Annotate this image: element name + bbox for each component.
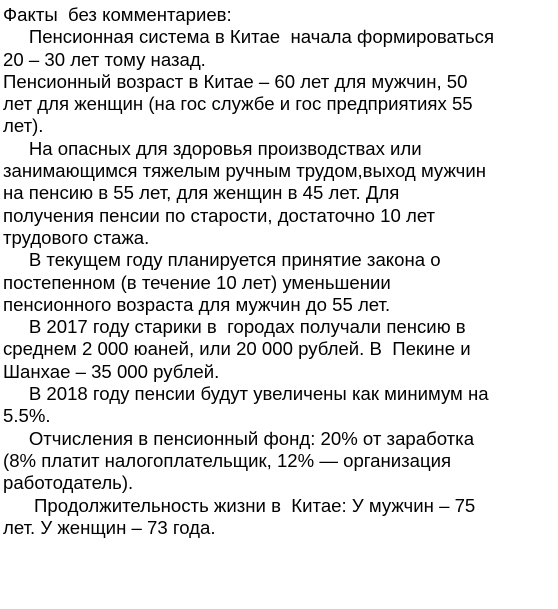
document-text: [3, 4, 555, 539]
text-line: Шанхае – 35 000 рублей.: [3, 360, 220, 382]
text-line: получения пенсии по старости, достаточно 10 лет: [3, 204, 436, 226]
text-line: Продолжительность жизни в Китае: У мужчин – 75: [3, 494, 476, 516]
text-line: постепенном (в течение 10 лет) уменьшении: [3, 271, 391, 293]
text-line: На опасных для здоровья производствах или: [3, 137, 422, 159]
text-line: В 2018 году пенсии будут увеличены как минимум на: [3, 383, 489, 405]
text-line: (8% платит налогоплательщик, 12% — организация: [3, 449, 452, 471]
text-line: В 2017 году старики в городах получали пенсию в: [3, 316, 466, 338]
text-line: работодатель).: [3, 472, 134, 494]
text-line: занимающимся тяжелым ручным трудом,выход мужчин: [3, 160, 487, 182]
text-line: 5.5%.: [3, 405, 51, 427]
text-line: В текущем году планируется принятие закона о: [3, 249, 441, 271]
heading-line: Факты без комментариев:: [3, 4, 232, 25]
text-line: 20 – 30 лет тому назад.: [3, 48, 206, 70]
text-line: Пенсионная система в Китае начала формироваться: [3, 26, 495, 48]
text-line: Пенсионный возраст в Китае – 60 лет для мужчин, 50: [3, 70, 468, 92]
text-line: пенсионного возраста для мужчин до 55 лет.: [3, 293, 391, 315]
text-line: Отчисления в пенсионный фонд: 20% от заработка: [3, 427, 475, 449]
text-line: среднем 2 000 юаней, или 20 000 рублей. В Пекине и: [3, 338, 471, 360]
text-line: лет).: [3, 115, 44, 137]
text-line: лет. У женщин – 73 года.: [3, 516, 216, 538]
text-line: на пенсию в 55 лет, для женщин в 45 лет. Для: [3, 182, 400, 204]
text-line: лет для женщин (на гос службе и гос предприятиях 55: [3, 93, 473, 115]
text-line: трудового стажа.: [3, 226, 150, 248]
